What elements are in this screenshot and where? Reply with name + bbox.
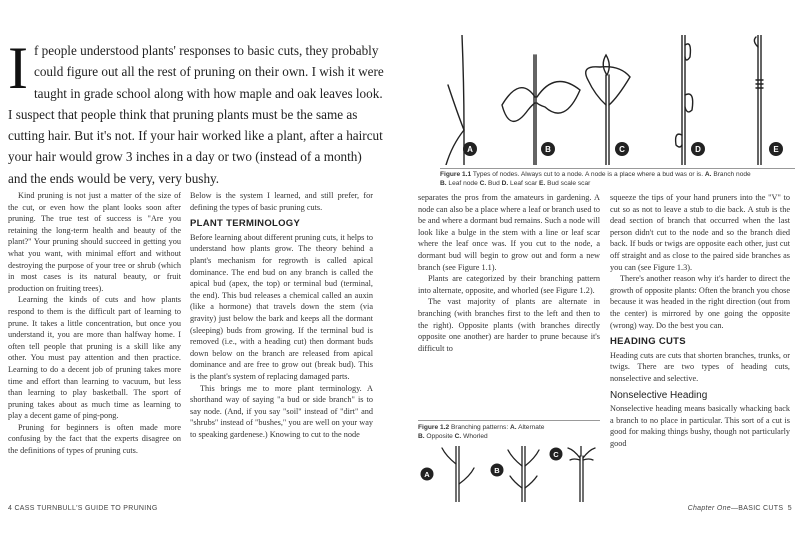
figure-1-2-labels xyxy=(421,448,563,481)
caption-key: C. xyxy=(454,433,462,441)
alternate-branching-drawing xyxy=(442,446,474,502)
caption-item: Leaf node xyxy=(446,180,478,188)
right-column-1 xyxy=(418,192,600,354)
caption-key: B. xyxy=(418,433,425,441)
caption-key: A. xyxy=(510,424,517,431)
label-c-marker xyxy=(615,142,629,156)
caption-item: Leaf scar xyxy=(508,180,538,188)
intro-text: f people understood plants' responses to basic cuts, they probably could figure out all the rest of pruning on their own. I wish it were taught in grade school along with how maple and oak leaves look. I suspect that people think that pruning plants must be the same as cutting hair. But it's not. If your hair worked like a plant, after a haircut your hair would grow 3 inches in a day or two (instead of a month) and the ends would be very, very bushy. xyxy=(8,43,384,186)
label-b: B xyxy=(545,145,551,154)
paragraph: Before learning about different pruning cuts, it helps to understand how plants grow. The theory behind a plant's mechanism for regrowth is called apical dominance. The end bud on any branch is called the apical bud (apex, the top) or terminal bud (terminal, the end). This bud releases a chemical called an auxin (like a hormone) that travels down the stem (via gravity) just below the bark and keeps all the dormant (sleeping) buds from growing. If the terminal bud is removed (i.e., with a heading cut) then dormant buds down below on the branch are released from apical dominance and are free to grow out (break bud). This is the plant's system of replacing damaged parts. xyxy=(190,232,373,381)
divider xyxy=(418,420,600,421)
chapter-label: Chapter One xyxy=(687,505,731,512)
leaf-node-drawing xyxy=(502,55,580,165)
caption-item: Opposite xyxy=(424,433,453,441)
paragraph: This brings me to more plant terminology. A shorthand way of saying "a bud or side branch" is to say node. (And, if you say "soil" instead of "dirt" and "shrubs" instead of "bushes," you are well on your way to speaking gardenese.) Knowing to cut to the node xyxy=(190,383,373,439)
figure-1-1-labels xyxy=(463,142,783,156)
label-d-marker xyxy=(691,142,705,156)
label-c: C xyxy=(619,145,625,154)
caption-item: Branch node xyxy=(711,171,751,178)
caption-item: Alternate xyxy=(516,424,545,431)
label-c-marker xyxy=(550,448,563,461)
chapter-title: —BASIC CUTS xyxy=(730,505,784,512)
branch-node-drawing xyxy=(446,35,464,165)
paragraph: Pruning for beginners is often made more confusing by the fact that the experts disagree on the definitions of types of pruning cuts. xyxy=(8,422,181,456)
label-b: B xyxy=(494,466,500,475)
label-b-marker xyxy=(491,464,504,477)
paragraph: The vast majority of plants are alternate in branching (with branches first to the left and then to the right). Opposite plants (with branches directly opposite one another) are harder to prune because it's difficult to xyxy=(418,297,600,353)
caption-text: Types of nodes. Always cut to a node. A node is a place where a bud was or is. xyxy=(471,171,705,178)
label-a-marker xyxy=(421,468,434,481)
paragraph: Below is the system I learned, and still prefer, for defining the types of basic pruning cuts. xyxy=(190,191,373,212)
caption-key: C. xyxy=(479,180,487,188)
left-column-1 xyxy=(8,190,181,457)
paragraph: Kind pruning is not just a matter of the size of the cut, or even how the plant looks soon after pruning. The true test of success is "Are you retaining the long-term health and beauty of the plant?" Your pruning should succeed in getting you what you want, with minimal effort and without destroying the purpose of your tree or shrub (which in most cases is its natural beauty, or fruit production on fruiting trees). xyxy=(8,191,181,293)
subsection-heading: Nonselective Heading xyxy=(610,389,708,401)
right-page xyxy=(400,0,800,533)
label-d: D xyxy=(695,145,701,154)
label-c: C xyxy=(553,450,559,459)
divider xyxy=(440,168,795,169)
paragraph: There's another reason why it's harder to direct the growth of opposite plants: Often the branch you chose because it was headed in the right direction (out from the center) is mirrored by one going the opposite (wrong) way. Do the best you can. xyxy=(610,274,790,330)
caption-item: Whorled xyxy=(461,433,488,441)
bud-scale-scar-drawing xyxy=(754,35,763,165)
paragraph: Learning the kinds of cuts and how plants respond to them is the difficult part of learning to prune. It takes a little concentration, but once you understand it, you are more than halfway home. I often tell people that pruning is a skill like any other. You must pay attention and then practice. Learning to do a decent job of pruning takes more time and effort than learning to vacuum, but less than learning to play basketball. The sport of pruning takes about as much time as learning to play a decent game of ping-pong. xyxy=(8,295,181,421)
caption-item: Bud xyxy=(486,180,500,188)
section-heading: HEADING CUTS xyxy=(610,336,686,348)
figure-number: Figure 1.1 xyxy=(440,171,472,178)
leaf-scar-drawing xyxy=(676,35,693,165)
whorled-branching-drawing xyxy=(568,446,595,502)
label-e: E xyxy=(773,145,779,154)
caption-key: B. xyxy=(440,180,447,188)
paragraph: Heading cuts are cuts that shorten branches, trunks, or twigs. There are two types of heading cuts, nonselective and selective. xyxy=(610,350,790,383)
paragraph: Plants are categorized by their branching pattern into alternate, opposite, and whorled (see Figure 1.2). xyxy=(418,274,600,295)
figure-number: Figure 1.2 xyxy=(418,424,450,431)
figure-1-2-caption xyxy=(418,423,600,442)
paragraph: separates the pros from the amateurs in gardening. A node can also be a place where a leaf or branch used to be and where a dormant bud remains. Such a node will look like a bulge in the stem with a line or leaf scar where the leaf once was. If you cut to the node, a dormant bud will begin to grow out and form a new branch (see Figure 1.1). xyxy=(418,193,600,272)
caption-key: A. xyxy=(704,171,712,178)
figure-1-1-caption xyxy=(440,170,795,189)
paragraph: squeeze the tips of your hand pruners into the "V" to cut so as not to leave a stub to die back. A stub is the dead section of branch that occurred when the last person didn't cut to the node and so the branch died back. If buds or twigs are opposite each other, just cut off straight and as close to the paired side branches as you can (see Figure 1.3). xyxy=(610,193,790,272)
figure-1-1-illustration xyxy=(440,35,795,165)
left-column-2 xyxy=(190,190,373,440)
section-heading: PLANT TERMINOLOGY xyxy=(190,218,301,230)
caption-key: D. xyxy=(501,180,509,188)
intro-paragraph xyxy=(8,35,384,189)
right-column-2 xyxy=(610,192,790,449)
page-number: 5 xyxy=(787,505,792,512)
label-a-marker xyxy=(463,142,477,156)
figure-1-2-illustration xyxy=(418,446,600,502)
caption-text: Branching patterns: xyxy=(449,424,511,431)
right-footer xyxy=(688,505,792,512)
drop-cap: I xyxy=(8,35,28,101)
label-a: A xyxy=(424,470,430,479)
paragraph: Nonselective heading means basically whacking back a branch to no place in particular. This sort of a cut is good for making things bushy, though not particularly good xyxy=(610,404,790,448)
caption-item: Bud scale scar xyxy=(545,180,591,188)
label-e-marker xyxy=(769,142,783,156)
caption-key: E. xyxy=(539,180,546,188)
label-b-marker xyxy=(541,142,555,156)
label-a: A xyxy=(467,145,473,154)
opposite-branching-drawing xyxy=(508,446,539,502)
left-footer: 4 CASS TURNBULL'S GUIDE TO PRUNING xyxy=(8,505,158,512)
